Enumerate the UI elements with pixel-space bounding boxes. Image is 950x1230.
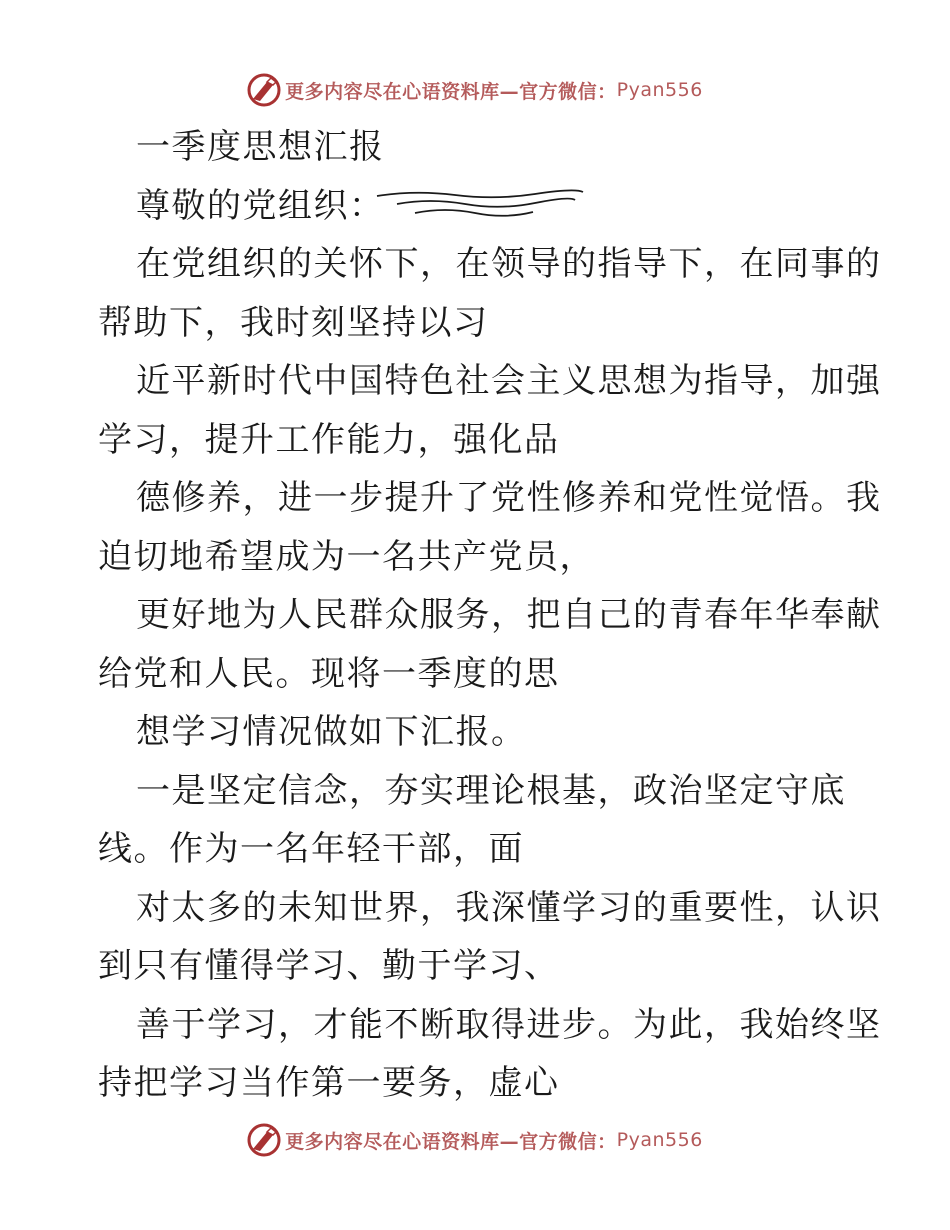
text-line: 给党和人民。现将一季度的思: [98, 653, 560, 694]
text-line: 帮助下，我时刻坚持以习: [98, 302, 489, 343]
text-line: 在党组织的关怀下，在领导的指导下，在同事的: [136, 244, 882, 284]
footer-banner: [0, 1120, 950, 1160]
banner-handle: Pyan556: [616, 1129, 703, 1151]
document-title: 一季度思想汇报: [136, 127, 385, 167]
text-line: 持把学习当作第一要务，虚心: [98, 1063, 560, 1103]
banner-text: 更多内容尽在心语资料库—官方微信：: [285, 1130, 617, 1153]
text-line: 学习，提升工作能力，强化品: [98, 419, 560, 460]
banner-text: 更多内容尽在心语资料库—官方微信：: [285, 80, 617, 103]
text-line: 对太多的未知世界，我深懂学习的重要性，认识: [136, 887, 882, 928]
wavy-underline-decoration: [375, 186, 585, 222]
text-line: 到只有懂得学习、勤于学习、: [98, 946, 560, 986]
text-line: 一是坚定信念，夯实理论根基，政治坚定守底: [136, 770, 846, 811]
banner-handle: Pyan556: [616, 79, 703, 101]
text-line: 近平新时代中国特色社会主义思想为指导，加强: [136, 361, 882, 401]
logo-icon: [247, 1123, 281, 1157]
text-line: 善于学习，才能不断取得进步。为此，我始终坚: [136, 1004, 882, 1045]
salutation: 尊敬的党组织：: [136, 185, 385, 226]
text-line: 更好地为人民群众服务，把自己的青春年华奉献: [136, 595, 882, 635]
document-body: [98, 118, 882, 1113]
text-line: 想学习情况做如下汇报。: [136, 712, 527, 752]
header-banner: [0, 70, 950, 110]
text-line: 迫切地希望成为一名共产党员，: [98, 536, 595, 577]
logo-icon: [247, 73, 281, 107]
text-line: 德修养，进一步提升了党性修养和党性觉悟。我: [136, 478, 882, 518]
text-line: 线。作为一名年轻干部，面: [98, 829, 524, 869]
